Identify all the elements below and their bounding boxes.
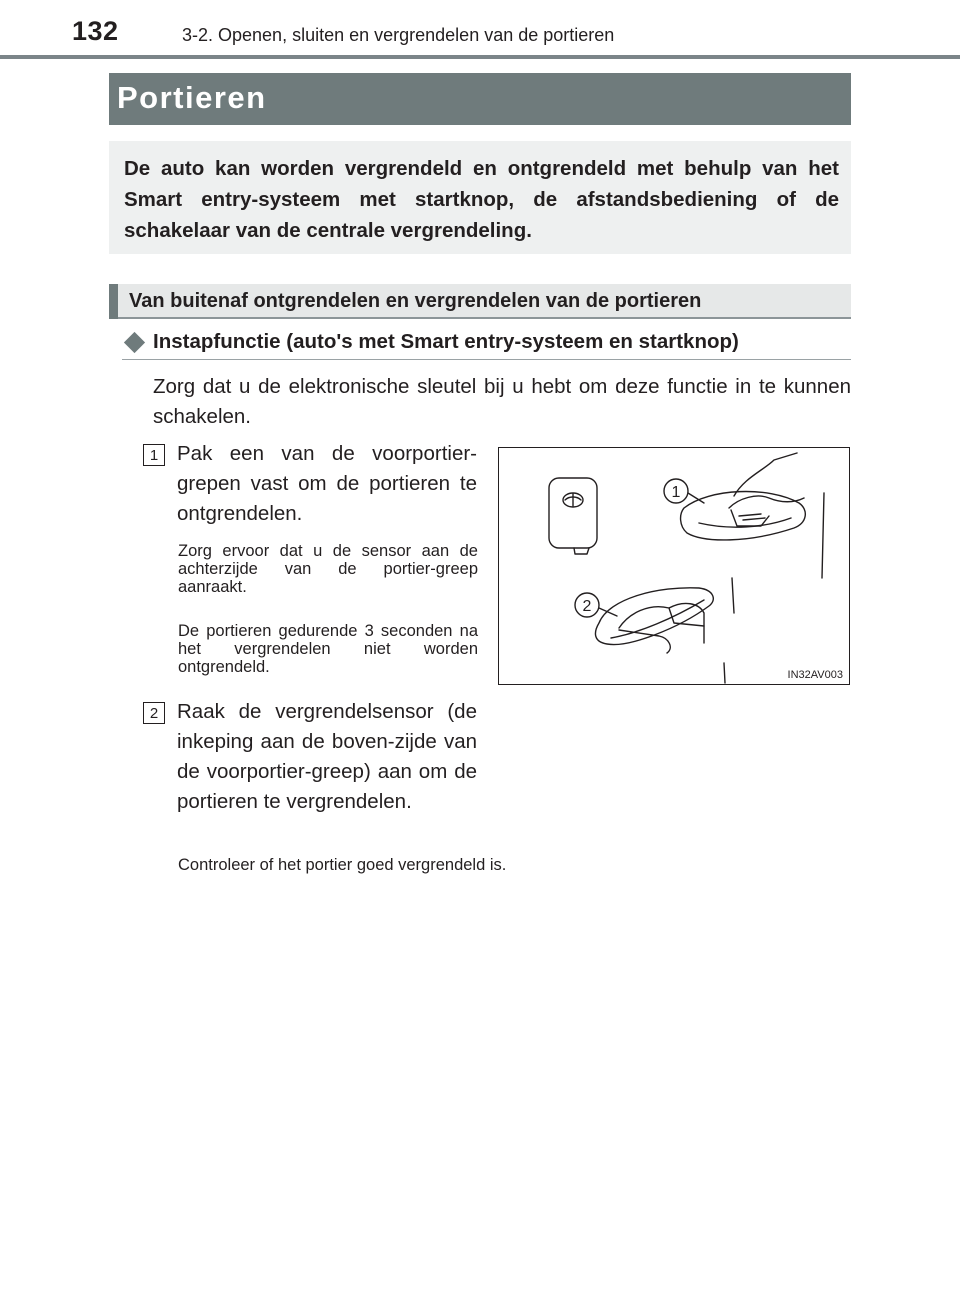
step-1-note-1: Zorg ervoor dat u de sensor aan de achterzijde van de portier-greep aanraakt. bbox=[178, 542, 478, 596]
door-handle-illustration bbox=[498, 447, 850, 685]
door-handle-drawing bbox=[499, 448, 849, 684]
intro-text: De auto kan worden vergrendeld en ontgrendeld met behulp van het Smart entry-systeem met startknop, de afstandsbediening of de schakelaar van de centrale vergrendeling. bbox=[124, 157, 839, 242]
page-title: Portieren bbox=[117, 80, 267, 115]
step-1-text: Pak een van de voorportier-grepen vast om de portieren te ontgrendelen. bbox=[177, 442, 477, 525]
feature-title: Instapfunctie (auto's met Smart entry-systeem en startknop) bbox=[153, 330, 739, 353]
subheading: Van buitenaf ontgrendelen en vergrendelen van de portieren bbox=[129, 290, 702, 312]
callout-2-label: 2 bbox=[582, 598, 592, 615]
header-rule bbox=[0, 55, 960, 59]
feature-divider bbox=[122, 359, 851, 360]
feature-body: Zorg dat u de elektronische sleutel bij u hebt om deze functie in te kunnen schakelen. bbox=[153, 375, 851, 428]
step-number-2: 2 bbox=[143, 702, 165, 724]
page-number: 132 bbox=[72, 16, 119, 46]
callout-1-label: 1 bbox=[671, 484, 681, 501]
step-number-1: 1 bbox=[143, 444, 165, 466]
step-2-text: Raak de vergrendelsensor (de inkeping aan de boven-zijde van de voorportier-greep) aan om de portieren te vergrendelen. bbox=[177, 700, 477, 813]
step-1-note-2: De portieren gedurende 3 seconden na het vergrendelen niet worden ontgrendeld. bbox=[178, 622, 478, 676]
subheading-marker bbox=[109, 284, 118, 319]
figure-code: IN32AV003 bbox=[787, 669, 843, 681]
section-running-head: 3-2. Openen, sluiten en vergrendelen van de portieren bbox=[182, 25, 615, 45]
step-2-note-1: Controleer of het portier goed vergrendeld is. bbox=[178, 856, 507, 874]
diamond-bullet-icon bbox=[124, 332, 145, 353]
